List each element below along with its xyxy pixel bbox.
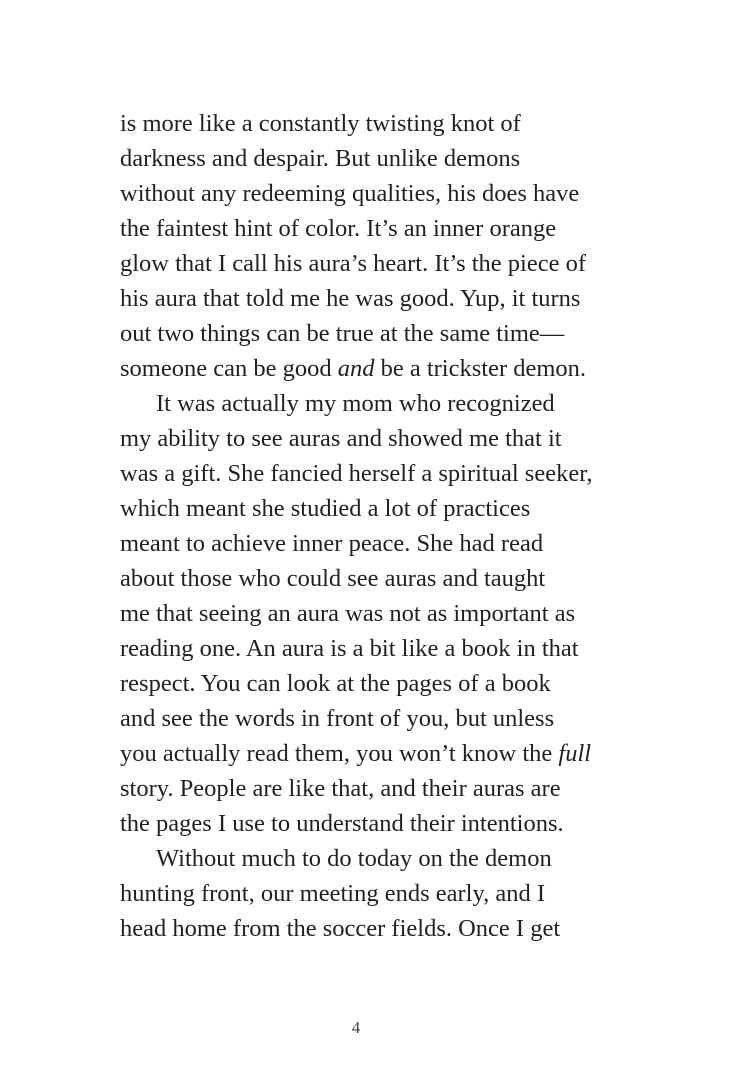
paragraph-start-line: It was actually my mom who recognized bbox=[156, 390, 555, 417]
text-line: is more like a constantly twisting knot of bbox=[120, 110, 521, 137]
text-line: head home from the soccer fields. Once I get bbox=[120, 915, 561, 942]
text-line: his aura that told me he was good. Yup, it turns bbox=[120, 285, 581, 312]
paragraph-start-line: Without much to do today on the demon bbox=[156, 845, 552, 872]
page-number: 4 bbox=[351, 1018, 361, 1037]
text-line: was a gift. She fancied herself a spiritual seeker, bbox=[120, 460, 593, 487]
text-line: out two things can be true at the same time— bbox=[120, 320, 565, 347]
text-line: and see the words in front of you, but unless bbox=[120, 705, 555, 732]
text-line: which meant she studied a lot of practices bbox=[120, 495, 531, 522]
text-line: darkness and despair. But unlike demons bbox=[120, 145, 521, 172]
text-segment: you actually read them, you won’t know the bbox=[120, 740, 559, 767]
text-line: glow that I call his aura’s heart. It’s the piece of bbox=[120, 250, 587, 277]
text-segment: someone can be good bbox=[120, 355, 338, 382]
text-line: meant to achieve inner peace. She had read bbox=[120, 530, 544, 557]
text-line: the pages I use to understand their intentions. bbox=[120, 810, 564, 837]
text-line bbox=[120, 351, 600, 386]
text-line: story. People are like that, and their auras are bbox=[120, 775, 561, 802]
text-segment: be a trickster demon. bbox=[374, 355, 587, 382]
text-line: respect. You can look at the pages of a book bbox=[120, 670, 551, 697]
text-line: reading one. An aura is a bit like a book in that bbox=[120, 635, 579, 662]
body-text bbox=[120, 106, 600, 946]
text-line: my ability to see auras and showed me that it bbox=[120, 425, 562, 452]
italic-emphasis: and bbox=[337, 355, 375, 382]
italic-emphasis: full bbox=[558, 740, 592, 767]
text-line: the faintest hint of color. It’s an inner orange bbox=[120, 215, 557, 242]
text-line bbox=[120, 736, 600, 771]
text-line: me that seeing an aura was not as important as bbox=[120, 600, 576, 627]
text-line: without any redeeming qualities, his does have bbox=[120, 180, 580, 207]
text-line: hunting front, our meeting ends early, and I bbox=[120, 880, 546, 907]
text-line: about those who could see auras and taught bbox=[120, 565, 546, 592]
